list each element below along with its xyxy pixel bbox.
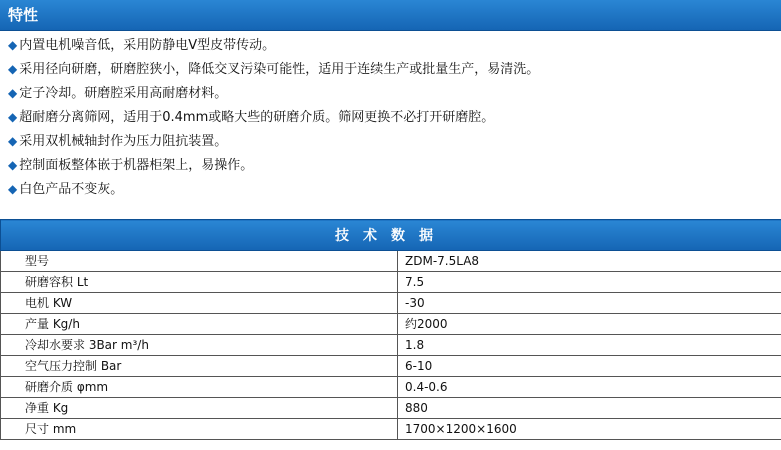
feature-text: 超耐磨分离筛网，适用于0.4mm或略大些的研磨介质。筛网更换不必打开研磨腔。 — [19, 110, 495, 125]
table-row — [1, 272, 781, 293]
feature-text: 白色产品不变灰。 — [19, 182, 124, 197]
feature-text: 定子冷却。研磨腔采用高耐磨材料。 — [19, 86, 228, 101]
feature-item — [8, 83, 539, 107]
spec-value: 1.8 — [398, 335, 781, 356]
spec-label: 电机 KW — [1, 293, 398, 314]
spec-value: -30 — [398, 293, 781, 314]
feature-text: 采用双机械轴封作为压力阻抗装置。 — [19, 134, 228, 149]
spec-value: 约2000 — [398, 314, 781, 335]
spec-table — [0, 219, 781, 440]
spec-label: 净重 Kg — [1, 398, 398, 419]
spec-label: 冷却水要求 3Bar m³/h — [1, 335, 398, 356]
table-row — [1, 251, 781, 272]
diamond-bullet-icon: ◆ — [8, 134, 18, 148]
diamond-bullet-icon: ◆ — [8, 182, 18, 196]
diamond-bullet-icon: ◆ — [8, 86, 18, 100]
spec-label: 尺寸 mm — [1, 419, 398, 440]
feature-list — [8, 35, 539, 203]
table-row — [1, 377, 781, 398]
feature-text: 采用径向研磨，研磨腔狭小，降低交叉污染可能性，适用于连续生产或批量生产，易清洗。 — [19, 62, 540, 77]
spec-label: 研磨容积 Lt — [1, 272, 398, 293]
feature-text: 内置电机噪音低，采用防静电V型皮带传动。 — [19, 38, 276, 53]
feature-item — [8, 107, 539, 131]
spec-table-header-row — [1, 220, 781, 251]
diamond-bullet-icon: ◆ — [8, 110, 18, 124]
spec-value: 880 — [398, 398, 781, 419]
table-row — [1, 293, 781, 314]
spec-value: 6-10 — [398, 356, 781, 377]
spec-label: 型号 — [1, 251, 398, 272]
feature-item — [8, 155, 539, 179]
spec-value: 7.5 — [398, 272, 781, 293]
feature-item — [8, 59, 539, 83]
table-row — [1, 314, 781, 335]
spec-table-title: 技术数据 — [1, 220, 781, 251]
feature-item — [8, 179, 539, 203]
table-row — [1, 419, 781, 440]
table-row — [1, 335, 781, 356]
spec-label: 研磨介质 φmm — [1, 377, 398, 398]
features-title: 特性 — [8, 6, 39, 24]
spec-label: 产量 Kg/h — [1, 314, 398, 335]
spec-value: 1700×1200×1600 — [398, 419, 781, 440]
features-header — [0, 0, 781, 31]
diamond-bullet-icon: ◆ — [8, 38, 18, 52]
table-row — [1, 398, 781, 419]
diamond-bullet-icon: ◆ — [8, 158, 18, 172]
diamond-bullet-icon: ◆ — [8, 62, 18, 76]
spec-value: 0.4-0.6 — [398, 377, 781, 398]
spec-value: ZDM-7.5LA8 — [398, 251, 781, 272]
feature-text: 控制面板整体嵌于机器柜架上，易操作。 — [19, 158, 254, 173]
feature-item — [8, 131, 539, 155]
feature-item — [8, 35, 539, 59]
table-row — [1, 356, 781, 377]
spec-label: 空气压力控制 Bar — [1, 356, 398, 377]
